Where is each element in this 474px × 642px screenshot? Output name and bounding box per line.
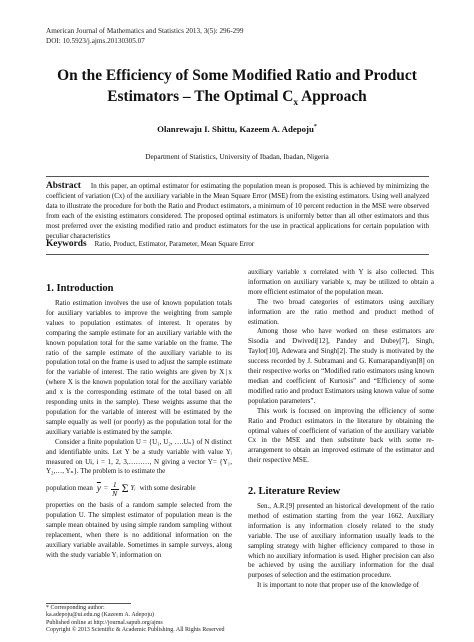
footnote-corresponding: * Corresponding author:: [46, 605, 105, 611]
journal-header: [46, 27, 243, 46]
keywords-text: Ratio, Product, Estimator, Parameter, Mean Square Error: [94, 240, 255, 248]
author-list: [0, 124, 474, 134]
lit-paragraph-1: Sen., A.R.[9] presented an historical development of the ratio method of estimation starting from the year 1662. Auxiliary information is any information closely related to the study variable. The use of auxiliary information usually leads to the sampling strategy with higher efficiency compared to those in which no auxiliary information is used. Higher precision can also be achieved by using the auxiliary information for the dual purposes of selection and the estimation procedure.: [248, 502, 434, 580]
population-mean-formula: [46, 477, 232, 501]
journal-doi: DOI: 10.5923/j.ajms.20130305.07: [46, 36, 145, 45]
title-line-2-text: Estimators – The Optimal C: [107, 88, 294, 105]
formula-equals: =: [103, 484, 108, 493]
footnote-copyright: Copyright © 2013 Scientific & Academic Publishing. All Rights Reserved: [46, 627, 225, 634]
author-names: Olanrewaju I. Shittu, Kazeem A. Adepoju: [157, 124, 314, 134]
right-paragraph-1: auxiliary variable x correlated with Y is also collected. This information on auxiliary variable x, may be utilized to obtain a more efficient estimator of the population mean.: [248, 268, 434, 296]
intro-paragraph-2: Consider a finite population U = {U₁, U₂, ….Uₙ} of N distinct and identifiable units. Let Y be a study variable with value Yᵢ measured on Ui, i = 1, 2, 3,………, N giving a vector Y= {Y₁, Y₂,…, Yₙ}. The problem is to estimate the: [46, 437, 232, 476]
abstract-text: In this paper, an optimal estimator for estimating the population mean is proposed. This is achieved by minimizing the coefficient of variation (Cx) of the auxiliary variable in the Mean Square Error (MSE) from the existing estimators. Using well analyzed data to illustrate the procedure for both the Ratio and Product estimators, a minimum of 10 percent reduction in the MSE were observed from each of the existing estimators considered. The proposed optimal estimators is uniformly better than all other estimators and thus most preferred over the existing modified ratio and product estimators for the use in practical applications for certain population with peculiar characteristics: [46, 182, 429, 240]
formula-denominator: N: [112, 488, 118, 498]
abstract-bottom-rule: [46, 254, 429, 255]
keywords-label: Keywords: [46, 239, 87, 249]
formula-numerator: 1: [112, 479, 117, 489]
lit-paragraph-2: It is important to note that proper use of the knowledge of: [257, 581, 419, 590]
footnote-published: Published online at http://journal.sapub.org/ajms: [46, 619, 163, 626]
formula-fraction: [111, 481, 119, 498]
title-line-1: On the Efficiency of Some Modified Ratio and Product: [57, 67, 417, 84]
formula-summation: Σ: [121, 481, 129, 496]
abstract-top-rule: [46, 176, 429, 177]
section-heading-introduction: 1. Introduction: [46, 283, 114, 294]
title-line-2-end: Approach: [298, 88, 367, 105]
right-paragraph-3: Among those who have worked on these estimators are Sisodia and Dwivedi[12], Pandey and Dubey[7], Singh, Taylor[10], Adewara and Singh[2]. The study is motivated by the success recorded by J. Subramani and G. Kumarapandiyan[8] on their respective works on “Modified ratio estimators using known median and coefficient of Kurtosis” and “Efficiency of some modified ratio and product Estimators using known value of some population parameters”.: [248, 327, 434, 405]
formula-term: Yᵢ: [130, 484, 136, 493]
literature-review-body: [248, 502, 434, 591]
footnote-rule: [46, 603, 131, 604]
footnote-email: ka.adepoju@ui.edu.ng (Kazeem A. Adepoju): [46, 612, 154, 619]
formula-trailing-text: with some desirable: [139, 484, 196, 493]
footnote-block: [46, 605, 225, 635]
intro-paragraph-1: Ratio estimation involves the use of known population totals for auxiliary variables to improve the weighting from sample values to population estimates of interest. It operates by comparing the sample estimate for an auxiliary variable with the known population total for the same variable on the frame. The ratio of the sample estimate of the auxiliary variable to its population total on the frame is used to adjust the sample estimate for the variable of interest. The ratio weights are given by X | x (where X is the known population total for the auxiliary variable and x is the corresponding estimate of the total based on all responding units in the sample). These weights assume that the population for the variable of interest will be estimated by the sample equally as well (or poorly) as the population total for the auxiliary variable is estimated by the sample.: [46, 299, 232, 436]
abstract-label: Abstract: [46, 181, 81, 191]
paper-title: [20, 65, 454, 114]
affiliation: Department of Statistics, University of Ibadan, Ibadan, Nigeria: [145, 152, 329, 161]
title-subscript: x: [293, 98, 299, 109]
right-paragraph-4: This work is focused on improving the efficiency of some Ratio and Product estimators in the literature by obtaining the optimal values of coefficient of variation of the auxiliary variable Cx in the MSE and then substitute back with some re-arrangement to obtain an improved estimate of the estimator and their respective MSE.: [248, 406, 434, 465]
right-column: [248, 268, 434, 466]
left-column: [46, 299, 232, 561]
title-line-2: [20, 86, 454, 114]
keywords-block: [46, 239, 429, 249]
corresponding-author-mark: *: [313, 124, 317, 131]
abstract-block: [46, 181, 429, 241]
intro-paragraph-3: properties on the basis of a random sample selected from the population U. The simplest estimator of population mean is the sample mean obtained by using simple random sampling without replacement, when there is no additional information on the auxiliary variable available. Sometimes in sample surveys, along with the study variable Yᵢ information on: [46, 501, 232, 559]
formula-ybar: $\overline{y}$: [96, 483, 101, 494]
section-heading-literature-review: 2. Literature Review: [248, 486, 341, 497]
journal-citation: American Journal of Mathematics and Statistics 2013, 3(5): 296-299: [46, 27, 244, 35]
right-paragraph-2: The two broad categories of estimators using auxiliary information are the ratio method and product method of estimation.: [248, 297, 434, 326]
formula-lead-text: population mean: [46, 484, 93, 493]
